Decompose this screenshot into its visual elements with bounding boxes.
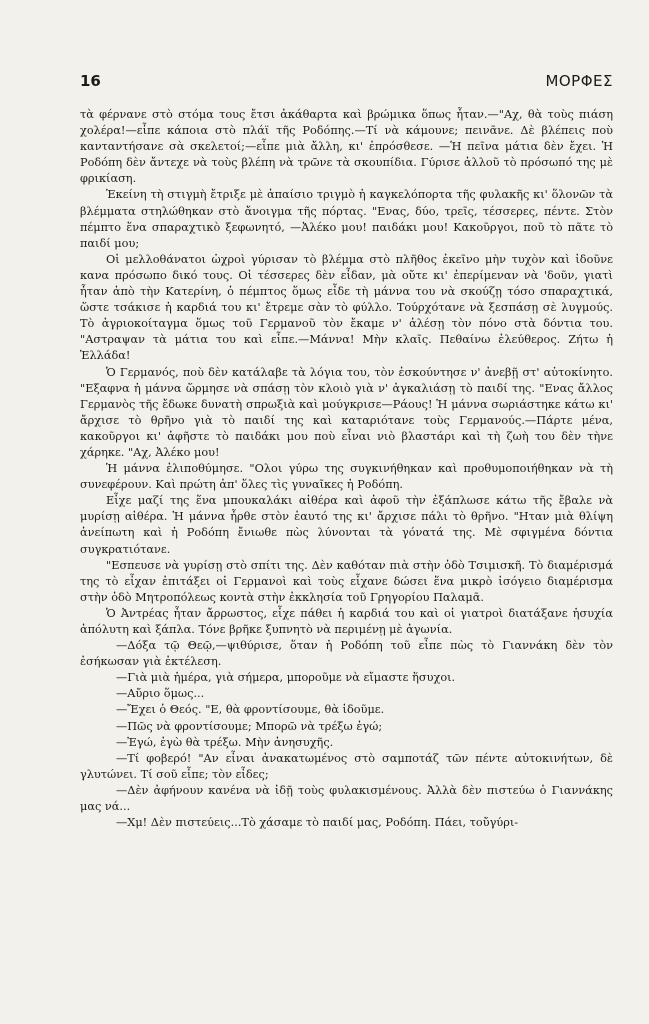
page-header [80, 72, 613, 94]
dialog-line: —Αὔριο ὅμως... [116, 687, 205, 701]
dialog-line: —Ἐγώ, ἐγὼ θὰ τρέξω. Μὴν ἀνησυχῆς. [116, 735, 334, 749]
paragraph: Ἐκείνη τὴ στιγμὴ ἔτριξε μὲ ἀπαίσιο τριγμὸ ἡ καγκελόπορτα τῆς φυλακῆς κι' ὅλονῶν τὰ βλέμματα στηλώθηκαν στὸ ἄνοιγμα τῆς πόρτας. "Ενας, δύο, τρεῖς, τέσσερες, πέντε. Στὸν πέμπτο ἕνα σπαραχτικὸ ξεφωνητό, —Ἀλέκο μου! παιδάκι μου! Κακοῦργοι, ποῦ τὸ πᾶτε τὸ παιδί μου; [80, 188, 613, 250]
paragraph: Εἶχε μαζί της ἕνα μπουκαλάκι αἰθέρα καὶ ἀφοῦ τὴν ἐξάπλωσε κάτω τῆς ἔβαλε νὰ μυρίσῃ αἰθέρα. Ἡ μάννα ἦρθε στὸν ἑαυτό της κι' ἄρχισε πάλι τὸ θρῆνο. "Ηταν μιὰ θλίψη ἀνείπωτη καὶ ἡ Ροδόπη ἔνιωθε πὼς λύνονται τὰ γόνατά της. Μὲ σφιγμένα δόντια συγκρατιότανε. [80, 494, 613, 556]
page-number: 16 [80, 72, 101, 90]
running-title: ΜΟΡΦΕΣ [545, 72, 613, 90]
dialog-line: —Γιὰ μιὰ ἡμέρα, γιὰ σήμερα, μποροῦμε νὰ εἴμαστε ἥσυχοι. [116, 671, 456, 685]
dialog-line: —Δὲν ἀφήνουν κανένα νὰ ἰδῇ τοὺς φυλακισμένους. Ἀλλὰ δὲν πιστεύω ὁ Γιαννάκης μας νά... [80, 783, 613, 814]
dialog-line: —Δόξα τῷ Θεῷ,—ψιθύρισε, ὅταν ἡ Ροδόπη τοῦ εἶπε πὼς τὸ Γιαννάκη δὲν τὸν ἐσήκωσαν γιὰ ἐκτέλεση. [80, 639, 613, 669]
paragraph: "Εσπευσε νὰ γυρίσῃ στὸ σπίτι της. Δὲν καθόταν πιὰ στὴν ὁδὸ Τσιμισκῆ. Τὸ διαμέρισμά της τὸ εἶχαν ἐπιτάξει οἱ Γερμανοὶ καὶ τοὺς εἶχανε δώσει ἕνα μικρὸ ἰσόγειο διαμέρισμα στὴν ὁδὸ Μητροπόλεως κοντὰ στὴν ἐκκλησία τοῦ Γρηγορίου Παλαμᾶ. [80, 558, 613, 604]
paragraph: Ὁ Ἀντρέας ἦταν ἄρρωστος, εἶχε πάθει ἡ καρδιά του καὶ οἱ γιατροὶ διατάξανε ἡσυχία ἀπόλυτη καὶ ξάπλα. Τόνε βρῆκε ξυπνητὸ νὰ περιμένῃ μὲ ἀγωνία. [80, 606, 613, 636]
dialog-line: —Χμ! Δὲν πιστεύεις...Τὸ χάσαμε τὸ παιδί μας, Ροδόπη. Πάει, τοὔγύρι- [116, 816, 519, 830]
dialog-line: —Τί φοβερό! "Αν εἶναι ἀνακατωμένος στὸ σαμποτάζ τῶν πέντε αὐτοκινήτων, δὲ γλυτώνει. Τί σοῦ εἶπε; τὸν εἶδες; [80, 751, 613, 781]
paragraph: Ὁ Γερμανός, ποὺ δὲν κατάλαβε τὰ λόγια του, τὸν ἐσκούντησε ν' ἀνεβῇ στ' αὐτοκίνητο. "Εξαφνα ἡ μάννα ὥρμησε νὰ σπάσῃ τὸν κλοιὸ γιὰ ν' ἀγκαλιάσῃ τὸ παιδί της. "Ενας ἄλλος Γερμανὸς τῆς ἔδωκε δυνατὴ σπρωξιὰ καὶ μούγκρισε—Ράους! Ἡ μάννα σωριάστηκε κάτω κι' ἄρχισε τὸ θρῆνο γιὰ τὸ παιδί της καὶ καταριότανε τοὺς Γερμανούς.—Πάρτε μένα, κακοῦργοι κι' ἀφῆστε τὸ παιδάκι μου ποὺ εἶναι νιὸ βλαστάρι καὶ τὴ ζωὴ του δὲν τὴνε χάρηκε. "Αχ, Ἀλέκο μου! [80, 365, 613, 459]
body-text [80, 107, 613, 831]
paragraph: Οἱ μελλοθάνατοι ὠχροὶ γύρισαν τὸ βλέμμα στὸ πλῆθος ἐκεῖνο μὴν τυχὸν καὶ ἰδοῦνε κανα πρόσωπο δικό τους. Οἱ τέσσερες δὲν εἶδαν, μὰ οὔτε κι' ἐπερίμεναν νὰ 'δοῦν, γιατὶ ἦταν ἀπὸ τὴν Κατερίνη, ὁ πέμπτος ὅμως εἶδε τὴ μάννα του νὰ σκούζῃ τόσο σπαραχτικά, ὥστε τσάκισε ἡ καρδιά του κι' ἔτρεμε σὰν τὸ φύλλο. Τούρχότανε νὰ ξεσπάσῃ σὲ λυγμούς. Τὸ ἀγριοκοίταγμα ὅμως τοῦ Γερμανοῦ τὸν ἔκαμε ν' ἀλέσῃ τὸν πόνο στὰ δόντια του. "Αστραψαν τὰ μάτια του καὶ εἶπε.—Μάννα! Μὴν κλαῖς. Πεθαίνω ἐλεύθερος. Ζήτω ἡ Ἑλλάδα! [80, 252, 613, 363]
dialog-line: —Ἔχει ὁ Θεός. "Ε, θὰ φροντίσουμε, θὰ ἰδοῦμε. [116, 703, 385, 717]
paragraph: τὰ φέρνανε στὸ στόμα τους ἔτσι ἀκάθαρτα καὶ βρώμικα ὅπως ἦταν.—"Αχ, θὰ τοὺς πιάση χολέρα!—εἶπε κάποια στὸ πλάϊ τῆς Ροδόπης.—Τί νὰ κάμουνε; πεινᾶνε. Δὲ βλέπεις ποὺ κανταντήσανε σὰ σκελετοί;—εἶπε μιὰ ἄλλη, κι' ἐπρόσθεσε. —Ἡ πεῖνα μάτια δὲν ἔχει. Ἡ Ροδόπη δὲν ἄντεχε νὰ τοὺς βλέπη νὰ τρῶνε τὰ σκουπίδια. Γύρισε ἀλλοῦ τὸ πρόσωπό της μὲ φρικίαση. [80, 108, 613, 186]
paragraph: Ἡ μάννα ἐλιποθύμησε. "Ολοι γύρω της συγκινήθηκαν καὶ προθυμοποιήθηκαν νὰ τὴ συνεφέρουν. Καὶ πρώτη ἀπ' ὅλες τὶς γυναῖκες ἡ Ροδόπη. [80, 462, 613, 492]
dialog-line: —Πῶς νὰ φροντίσουμε; Μπορῶ νὰ τρέξω ἐγώ; [116, 719, 383, 733]
